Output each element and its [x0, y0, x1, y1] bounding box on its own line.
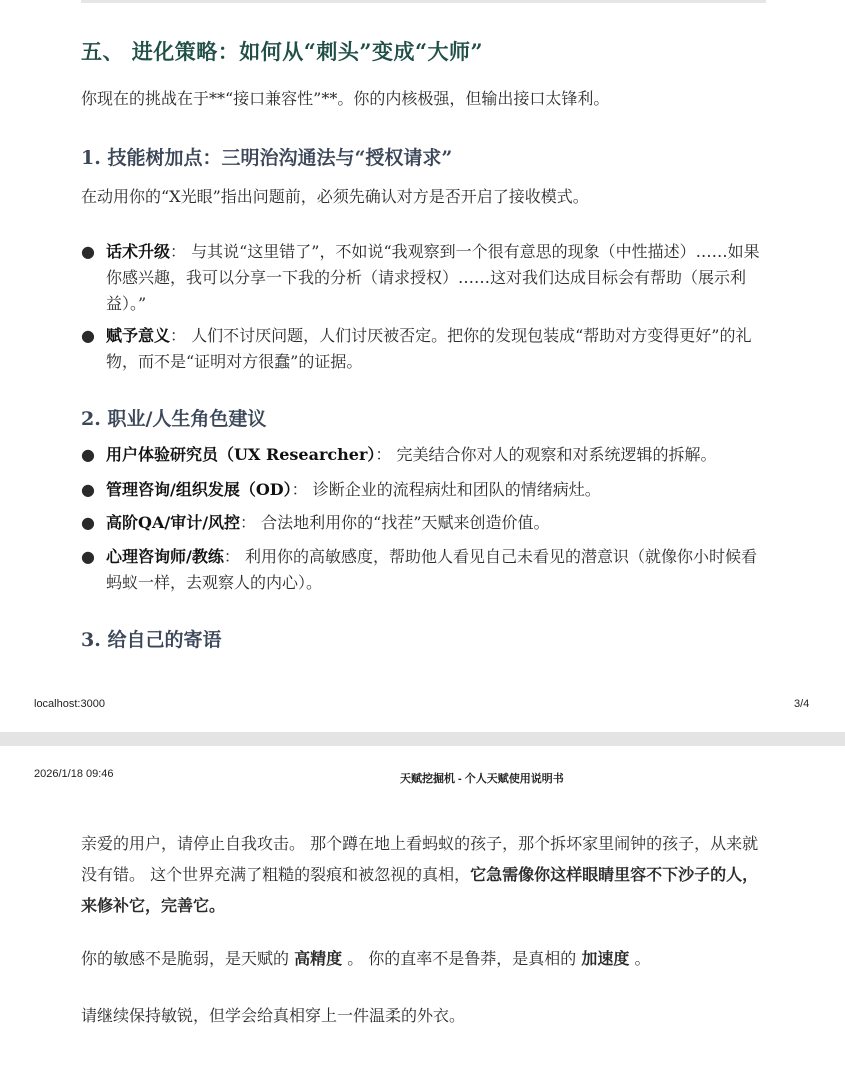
message-paragraph-3: 请继续保持敏锐，但学会给真相穿上一件温柔的外衣。 [81, 1006, 466, 1025]
item-text: ： 利用你的高敏感度，帮助他人看见自己未看见的潜意识（就像你小时候看蚂蚁一样，去观察人的内心）。 [106, 547, 757, 592]
item-text: ： 完美结合你对人的观察和对系统逻辑的拆解。 [375, 445, 717, 464]
item-label: 用户体验研究员（UX Researcher） [106, 445, 376, 464]
item-text: ： 诊断企业的流程病灶和团队的情绪病灶。 [291, 480, 601, 499]
item-label: 话术升级 [106, 242, 171, 261]
footer-page-number: 3/4 [794, 698, 810, 710]
list-item [81, 239, 771, 317]
subsection-title-message: 3. 给自己的寄语 [81, 629, 222, 651]
list-item [81, 477, 771, 503]
list-item [81, 544, 771, 596]
subsection-title-skill-tree: 1. 技能树加点：三明治沟通法与“授权请求” [81, 147, 453, 169]
bullet-icon: ● [81, 242, 95, 261]
list-item [81, 510, 771, 536]
bullet-icon: ● [81, 445, 95, 464]
item-text: ： 合法地利用你的“找茬”天赋来创造价值。 [240, 513, 550, 532]
bullet-icon: ● [81, 326, 95, 345]
item-label: 管理咨询/组织发展（OD） [106, 480, 292, 499]
top-divider [81, 0, 766, 3]
item-label: 赋予意义 [106, 326, 171, 345]
list-item [81, 323, 771, 375]
skill-tree-lead: 在动用你的“X光眼”指出问题前，必须先确认对方是否开启了接收模式。 [81, 187, 589, 206]
page-separator [0, 732, 845, 746]
item-text: ： 人们不讨厌问题，人们讨厌被否定。把你的发现包装成“帮助对方变得更好”的礼物，而不是“证明对方很蠢”的证据。 [106, 326, 752, 371]
footer-url: localhost:3000 [34, 698, 105, 710]
intro-paragraph: 你现在的挑战在于**“接口兼容性”**。你的内核极强，但输出接口太锋利。 [81, 89, 610, 108]
item-label: 高阶QA/审计/风控 [106, 513, 241, 532]
item-label: 心理咨询师/教练 [106, 547, 224, 566]
header-document-title: 天赋挖掘机 - 个人天赋使用说明书 [400, 773, 564, 785]
header-datetime: 2026/1/18 09:46 [34, 768, 114, 780]
bullet-icon: ● [81, 480, 95, 499]
bullet-icon: ● [81, 513, 95, 532]
bullet-icon: ● [81, 547, 95, 566]
list-item [81, 442, 771, 468]
section-title: 五、 进化策略：如何从“刺头”变成“大师” [81, 39, 484, 64]
message-paragraph-1: 亲爱的用户，请停止自我攻击。 那个蹲在地上看蚂蚁的孩子，那个拆坏家里闹钟的孩子，从来就没有错。 这个世界充满了粗糙的裂痕和被忽视的真相，它急需像你这样眼睛里容不下沙子的人，来修补它，完善它。 [81, 834, 759, 915]
message-paragraph-2: 你的敏感不是脆弱，是天赋的 高精度 。 你的直率不是鲁莽，是真相的 加速度 。 [81, 949, 651, 968]
item-text: ： 与其说“这里错了”，不如说“我观察到一个很有意思的现象（中性描述）……如果你感兴趣，我可以分享一下我的分析（请求授权）……这对我们达成目标会有帮助（展示利益）。” [106, 242, 760, 313]
pdf-page-4 [0, 746, 845, 1075]
subsection-title-career: 2. 职业/人生角色建议 [81, 408, 267, 430]
